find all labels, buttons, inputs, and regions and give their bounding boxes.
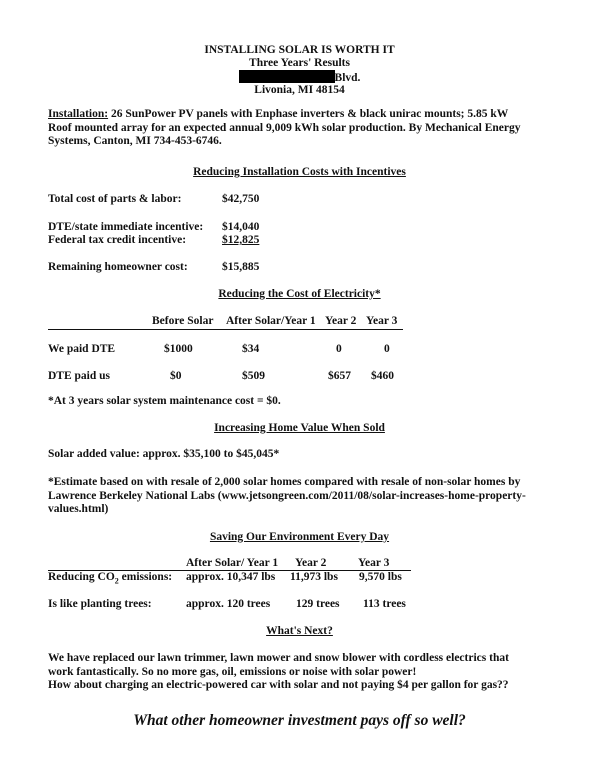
installation-line3: Systems, Canton, MI 734-453-6746. bbox=[48, 135, 222, 147]
co2-label: Reducing $CO_2$ emissions: bbox=[48, 571, 173, 586]
installation-line1: 26 SunPower PV panels with Enphase inverters & black unirac mounts; 5.85 kW bbox=[110, 108, 509, 120]
whats-next-line3: How about charging an electric-powered car with solar and not paying $4 per gallon for gas?? bbox=[48, 679, 509, 691]
env-col-year2: Year 2 bbox=[295, 557, 327, 569]
dte-paid-year3: $460 bbox=[371, 370, 394, 382]
federal-credit-value: $12,825 bbox=[222, 234, 260, 246]
installation-line2: Roof mounted array for an expected annual 9,009 kWh solar production. By Mechanical Energy bbox=[48, 121, 521, 134]
federal-credit-label: Federal tax credit incentive: bbox=[48, 234, 187, 246]
paid-dte-label: We paid DTE bbox=[48, 343, 116, 355]
co2-year2: 11,973 lbs bbox=[290, 571, 338, 583]
co2-year3: 9,570 lbs bbox=[359, 571, 402, 583]
installation-paragraph bbox=[48, 108, 558, 149]
environment-heading: Saving Our Environment Every Day bbox=[209, 531, 390, 543]
solar-added-value: Solar added value: approx. $35,100 to $45,045* bbox=[48, 448, 280, 460]
whats-next-paragraph bbox=[48, 652, 558, 693]
electricity-header-rule bbox=[48, 329, 403, 330]
dte-paid-year2: $657 bbox=[328, 370, 351, 382]
electricity-heading: Reducing the Cost of Electricity* bbox=[218, 288, 381, 300]
dte-incentive-label: DTE/state immediate incentive: bbox=[48, 221, 204, 233]
home-value-heading: Increasing Home Value When Sold bbox=[214, 422, 385, 434]
address-street bbox=[0, 70, 599, 84]
installation-label: Installation: bbox=[48, 108, 109, 120]
dte-paid-before: $0 bbox=[170, 370, 182, 382]
total-cost-label: Total cost of parts & labor: bbox=[48, 193, 182, 205]
co2-year1: approx. 10,347 lbs bbox=[186, 571, 276, 583]
address-city: Livonia, MI 48154 bbox=[254, 84, 345, 96]
remaining-cost-value: $15,885 bbox=[222, 261, 260, 273]
whats-next-heading: What's Next? bbox=[266, 625, 333, 637]
trees-label: Is like planting trees: bbox=[48, 598, 152, 610]
closing-question: What other homeowner investment pays off so well? bbox=[133, 712, 466, 729]
electricity-col-year2: Year 2 bbox=[325, 315, 357, 327]
electricity-col-before: Before Solar bbox=[152, 315, 214, 327]
paid-dte-year3: 0 bbox=[384, 343, 390, 355]
page-title: INSTALLING SOLAR IS WORTH IT bbox=[204, 44, 395, 56]
whats-next-line1: We have replaced our lawn trimmer, lawn mower and snow blower with cordless electrics that bbox=[48, 652, 509, 664]
street-suffix: Blvd. bbox=[334, 72, 361, 84]
paid-dte-year1: $34 bbox=[242, 343, 260, 355]
electricity-col-year3: Year 3 bbox=[366, 315, 398, 327]
dte-incentive-value: $14,040 bbox=[222, 221, 260, 233]
env-col-year3: Year 3 bbox=[358, 557, 390, 569]
costs-heading: Reducing Installation Costs with Incentives bbox=[193, 166, 406, 178]
maintenance-note: *At 3 years solar system maintenance cost = $0. bbox=[48, 395, 281, 407]
trees-year2: 129 trees bbox=[296, 598, 340, 610]
dte-paid-year1: $509 bbox=[242, 370, 265, 382]
paid-dte-before: $1000 bbox=[164, 343, 193, 355]
total-cost-value: $42,750 bbox=[222, 193, 260, 205]
electricity-col-year1: After Solar/Year 1 bbox=[226, 315, 316, 327]
dte-paid-label: DTE paid us bbox=[48, 370, 111, 382]
env-col-year1: After Solar/ Year 1 bbox=[186, 557, 279, 569]
estimate-note bbox=[48, 476, 558, 517]
estimate-note-line3: values.html) bbox=[48, 503, 109, 515]
remaining-cost-label: Remaining homeowner cost: bbox=[48, 261, 188, 273]
trees-year3: 113 trees bbox=[363, 598, 406, 610]
whats-next-line2: work fantastically. So no more gas, oil, emissions or noise with solar power! bbox=[48, 665, 417, 678]
trees-year1: approx. 120 trees bbox=[186, 598, 271, 610]
paid-dte-year2: 0 bbox=[336, 343, 342, 355]
estimate-note-line1: *Estimate based on with resale of 2,000 solar homes compared with resale of non-solar homes by bbox=[48, 476, 521, 488]
redacted-block bbox=[239, 70, 335, 83]
estimate-note-line2: Lawrence Berkeley National Labs (www.jetsongreen.com/2011/08/solar-increases-home-property- bbox=[48, 489, 526, 502]
page-subtitle: Three Years' Results bbox=[249, 57, 350, 69]
